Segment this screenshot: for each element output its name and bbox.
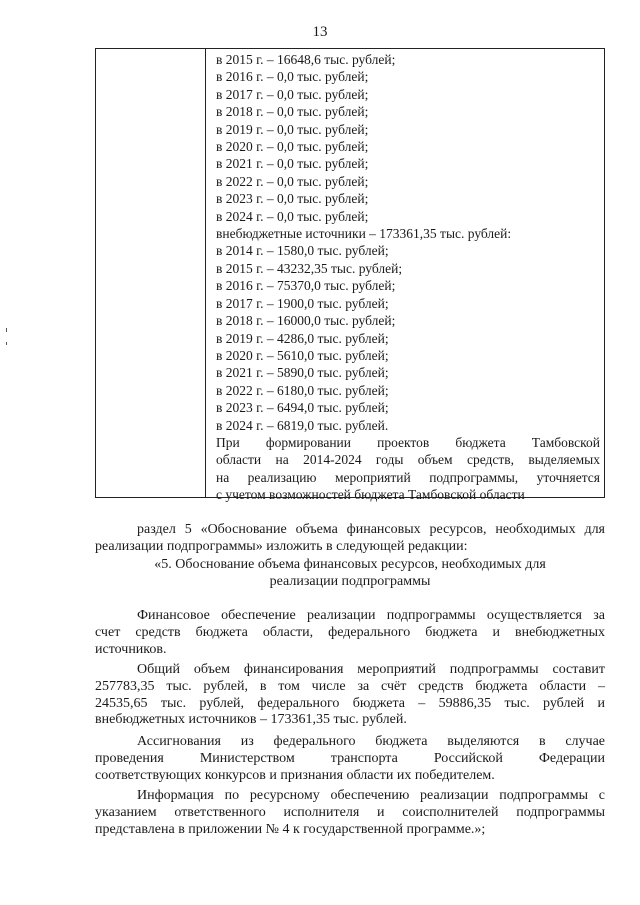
table-note-line: с учетом возможностей бюджета Тамбовской области	[216, 487, 525, 503]
funding-line: в 2018 г. – 16000,0 тыс. рублей;	[216, 313, 396, 329]
funding-line: в 2018 г. – 0,0 тыс. рублей;	[216, 104, 369, 120]
funding-line: в 2024 г. – 0,0 тыс. рублей;	[216, 208, 369, 224]
funding-line: в 2023 г. – 6494,0 тыс. рублей;	[216, 400, 389, 416]
table-note-line: на реализацию мероприятий подпрограммы, уточняется	[216, 469, 600, 485]
paragraph-line: представлена в приложении № 4 к государственной программе.»;	[95, 821, 486, 837]
funding-line: в 2021 г. – 0,0 тыс. рублей;	[216, 156, 369, 172]
funding-line: в 2016 г. – 0,0 тыс. рублей;	[216, 69, 369, 85]
scan-margin-mark	[6, 328, 7, 332]
funding-line: в 2020 г. – 0,0 тыс. рублей;	[216, 139, 369, 155]
paragraph-line: Финансовое обеспечение реализации подпрограммы осуществляется за	[137, 608, 605, 623]
funding-by-year-list	[216, 51, 600, 434]
funding-line: в 2022 г. – 0,0 тыс. рублей;	[216, 173, 369, 189]
paragraph-line: Информация по ресурсному обеспечению реализации подпрограммы с	[137, 788, 605, 803]
funding-line: в 2024 г. – 6819,0 тыс. рублей.	[216, 417, 389, 433]
paragraph-line: Ассигнования из федерального бюджета выделяются в случае	[137, 734, 605, 749]
funding-line: в 2014 г. – 1580,0 тыс. рублей;	[216, 243, 389, 259]
table-note-line: При формировании проектов бюджета Тамбовской	[216, 435, 600, 450]
funding-line: внебюджетные источники – 173361,35 тыс. рублей:	[216, 226, 512, 242]
funding-line: в 2017 г. – 0,0 тыс. рублей;	[216, 86, 369, 102]
paragraph-total-funding	[95, 662, 605, 729]
funding-line: в 2015 г. – 43232,35 тыс. рублей;	[216, 260, 403, 276]
table-note	[216, 434, 600, 504]
intro-line: реализации подпрограммы» изложить в следующей редакции:	[95, 538, 468, 554]
intro-paragraph	[95, 522, 605, 556]
paragraph-line: 257783,35 тыс. рублей, в том числе за счёт средств бюджета области –	[95, 678, 605, 694]
funding-line: в 2016 г. – 75370,0 тыс. рублей;	[216, 278, 396, 294]
funding-line: в 2023 г. – 0,0 тыс. рублей;	[216, 191, 369, 207]
paragraph-line: источников.	[95, 641, 167, 657]
funding-line: в 2017 г. – 1900,0 тыс. рублей;	[216, 295, 389, 311]
scan-margin-mark	[6, 342, 7, 345]
funding-line: в 2021 г. – 5890,0 тыс. рублей;	[216, 365, 389, 381]
paragraph-federal-allocations	[95, 734, 605, 784]
paragraph-line: соответствующих конкурсов и признания области их победителем.	[95, 767, 495, 783]
funding-line: в 2019 г. – 0,0 тыс. рублей;	[216, 121, 369, 137]
paragraph-line: внебюджетных источников – 173361,35 тыс. рублей.	[95, 712, 407, 728]
paragraph-resource-info	[95, 788, 605, 838]
paragraph-line: Общий объем финансирования мероприятий подпрограммы составит	[137, 662, 605, 677]
paragraph-financing-source	[95, 608, 605, 658]
section-heading	[95, 556, 605, 590]
funding-line: в 2015 г. – 16648,6 тыс. рублей;	[216, 52, 396, 67]
paragraph-line: проведения Министерством транспорта Российской Федерации	[95, 750, 605, 766]
funding-line: в 2020 г. – 5610,0 тыс. рублей;	[216, 347, 389, 363]
section-heading-line: реализации подпрограммы	[269, 574, 431, 589]
page-number: 13	[312, 24, 328, 40]
paragraph-line: счет средств бюджета области, федерального бюджета и внебюджетных	[95, 624, 605, 640]
table-column-divider	[205, 48, 206, 498]
paragraph-line: указанием ответственного исполнителя и соисполнителей подпрограммы	[95, 804, 605, 820]
funding-line: в 2022 г. – 6180,0 тыс. рублей;	[216, 382, 389, 398]
funding-line: в 2019 г. – 4286,0 тыс. рублей;	[216, 330, 389, 346]
table-note-line: области на 2014-2024 годы объем средств, выделяемых	[216, 452, 600, 468]
section-heading-line: «5. Обоснование объема финансовых ресурсов, необходимых для	[154, 557, 546, 572]
intro-line: раздел 5 «Обоснование объема финансовых ресурсов, необходимых для	[137, 522, 605, 537]
paragraph-line: 24535,65 тыс. рублей, федерального бюджета – 59886,35 тыс. рублей и	[95, 695, 605, 711]
